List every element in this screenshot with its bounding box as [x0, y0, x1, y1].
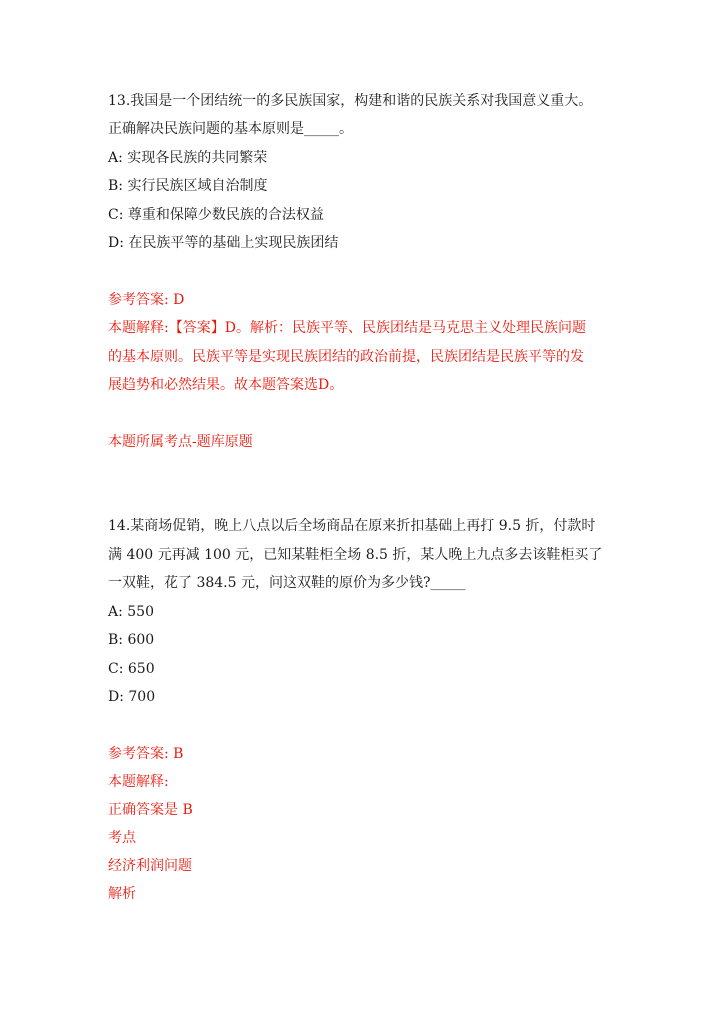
q14-stem-line-2: 满 400 元再减 100 元，已知某鞋柜全场 8.5 折，某人晚上九点多去该鞋柜买了: [108, 547, 603, 563]
q13-explanation-line-3: 展趋势和必然结果。故本题答案选D。: [108, 377, 344, 393]
q14-explanation-label: 本题解释:: [108, 774, 169, 790]
q14-stem-line-1: 14.某商场促销，晚上八点以后全场商品在原来折扣基础上再打 9.5 折，付款时: [108, 518, 596, 534]
q13-option-c: C: 尊重和保障少数民族的合法权益: [108, 207, 324, 223]
q13-option-b: B: 实行民族区域自治制度: [108, 178, 268, 194]
q14-stem-line-3: 一双鞋，花了 384.5 元，问这双鞋的原价为多少钱?_____: [108, 575, 466, 591]
q13-explanation-line-1: 本题解释:【答案】D。解析：民族平等、民族团结是马克思主义处理民族问题: [108, 320, 586, 336]
q13-option-a: A: 实现各民族的共同繁荣: [108, 150, 268, 166]
q14-option-a: A: 550: [108, 604, 154, 620]
q13-stem-line-2: 正确解决民族问题的基本原则是_____。: [108, 121, 353, 137]
q13-source: 本题所属考点-题库原题: [108, 434, 253, 450]
q14-option-c: C: 650: [108, 661, 155, 677]
q13-answer: 参考答案: D: [108, 292, 185, 308]
q14-explanation-line-4: 解析: [108, 886, 136, 902]
q13-explanation-line-2: 的基本原则。民族平等是实现民族团结的政治前提，民族团结是民族平等的发: [108, 349, 584, 365]
q14-answer: 参考答案: B: [108, 746, 184, 762]
q14-explanation-line-3: 经济利润问题: [108, 858, 192, 874]
q14-explanation-line-2: 考点: [108, 830, 136, 846]
q13-option-d: D: 在民族平等的基础上实现民族团结: [108, 235, 339, 251]
q13-stem-line-1: 13.我国是一个团结统一的多民族国家，构建和谐的民族关系对我国意义重大。: [108, 93, 593, 109]
q14-explanation-line-1: 正确答案是 B: [108, 802, 193, 818]
q14-option-b: B: 600: [108, 632, 155, 648]
q14-option-d: D: 700: [108, 689, 156, 705]
